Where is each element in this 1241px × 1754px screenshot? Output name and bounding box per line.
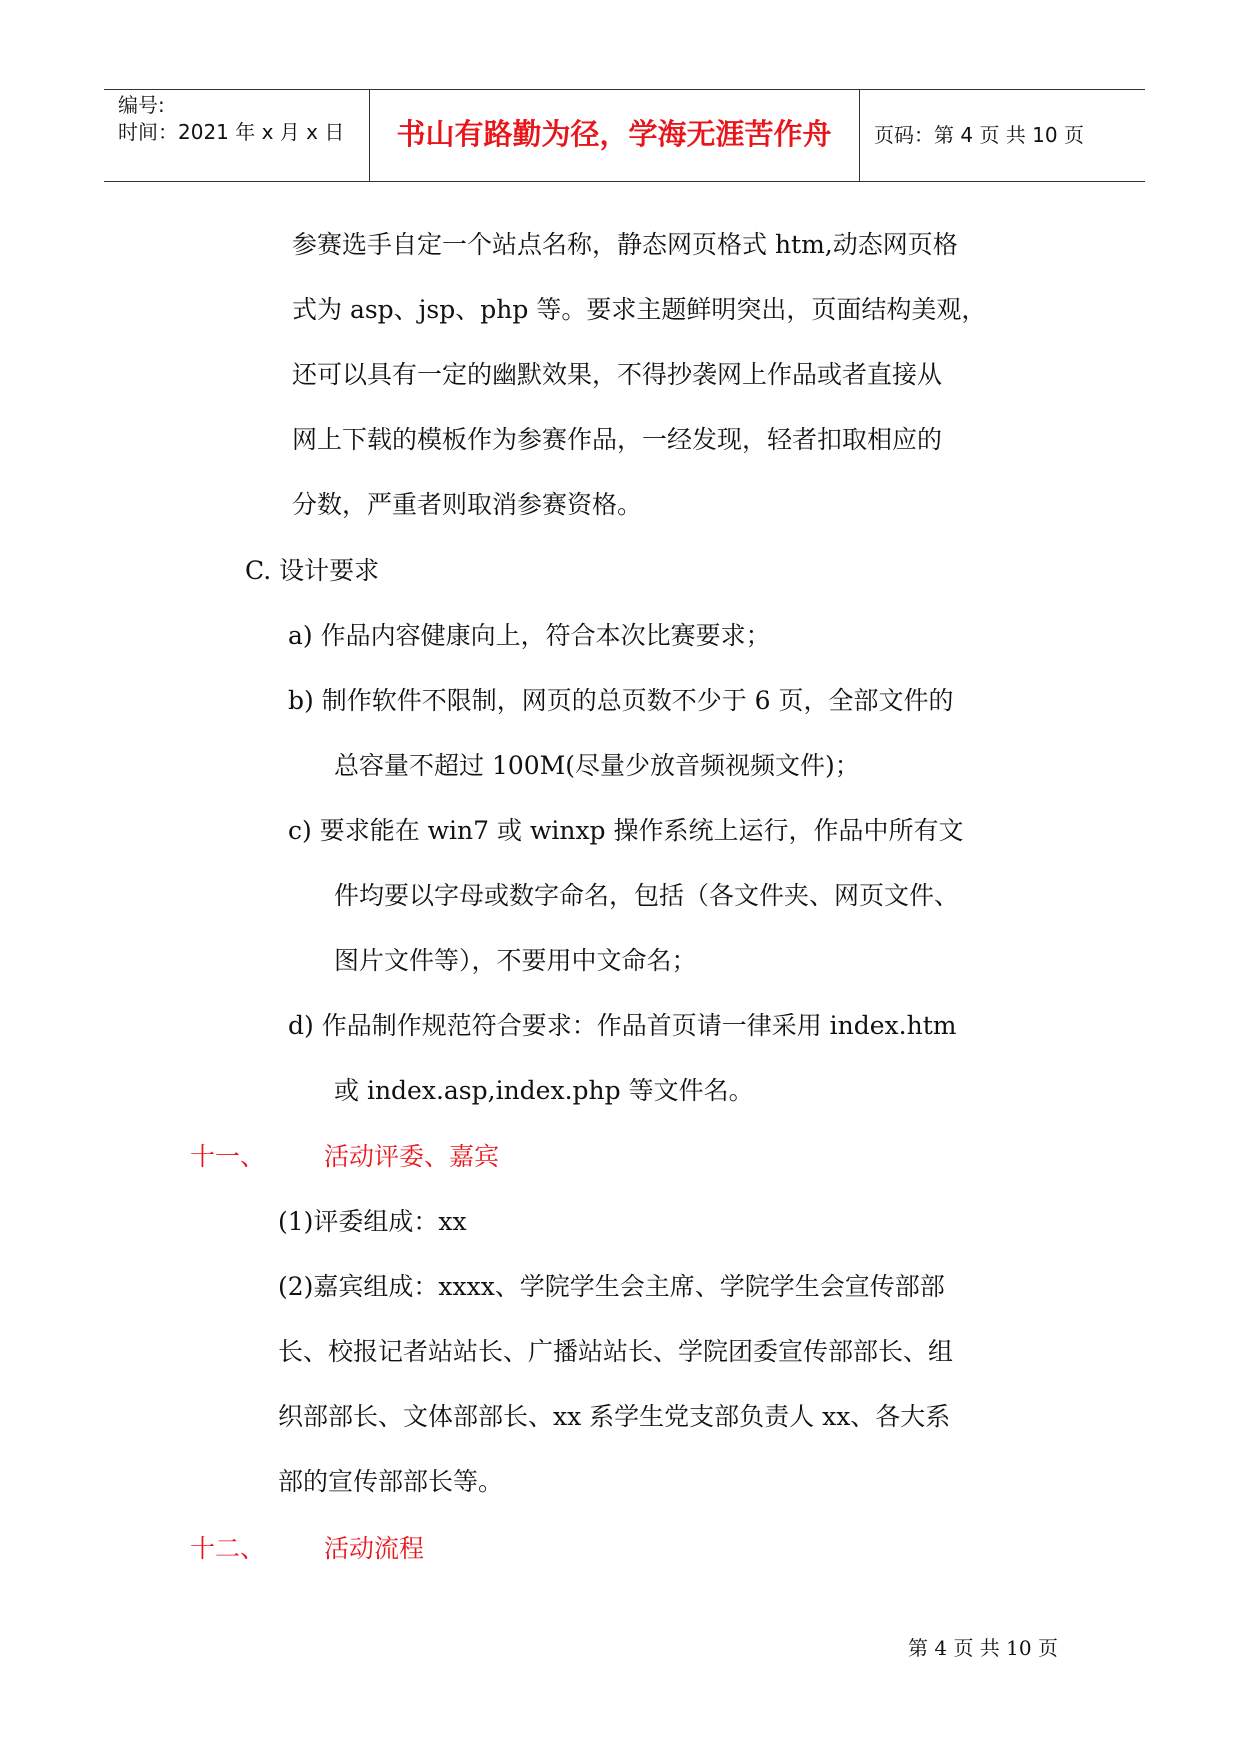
section-title: 活动流程 <box>324 1534 425 1563</box>
guests-line: 长、校报记者站站长、广播站站长、学院团委宣传部部长、组 <box>278 1337 954 1366</box>
requirement-item: c) 要求能在 win7 或 winxp 操作系统上运行，作品中所有文 <box>288 816 964 845</box>
paragraph-line: 参赛选手自定一个站点名称，静态网页格式 htm,动态网页格 <box>292 230 958 259</box>
paragraph-line: 还可以具有一定的幽默效果，不得抄袭网上作品或者直接从 <box>292 360 943 389</box>
section-c-title: C. 设计要求 <box>245 556 380 585</box>
page-header <box>104 89 1145 182</box>
guests-line: 部的宣传部部长等。 <box>278 1467 504 1496</box>
requirement-item-continued: 总容量不超过 100M(尽量少放音频视频文件)； <box>334 751 860 780</box>
requirement-item-continued: 或 index.asp,index.php 等文件名。 <box>334 1076 754 1105</box>
serial-number-label: 编号: <box>118 93 165 117</box>
page-footer: 第 4 页 共 10 页 <box>908 1636 1058 1660</box>
header-motto: 书山有路勤为径，学海无涯苦作舟 <box>396 117 832 151</box>
requirement-item: d) 作品制作规范符合要求：作品首页请一律采用 index.htm <box>288 1011 957 1040</box>
requirement-item-continued: 件均要以字母或数字命名，包括（各文件夹、网页文件、 <box>334 881 960 910</box>
section-number: 十二、 <box>190 1534 266 1563</box>
paragraph-line: 式为 asp、jsp、php 等。要求主题鲜明突出，页面结构美观， <box>292 295 987 324</box>
section-title: 活动评委、嘉宾 <box>324 1142 500 1171</box>
paragraph-line: 分数，严重者则取消参赛资格。 <box>292 490 643 519</box>
judges-line: (1)评委组成：xx <box>278 1207 467 1236</box>
paragraph-line: 网上下载的模板作为参赛作品，一经发现，轻者扣取相应的 <box>292 425 943 454</box>
date-label: 时间：2021 年 x 月 x 日 <box>118 120 345 144</box>
requirement-item: a) 作品内容健康向上，符合本次比赛要求； <box>288 621 771 650</box>
requirement-item-continued: 图片文件等），不要用中文命名； <box>334 946 697 975</box>
header-page-info: 页码：第 4 页 共 10 页 <box>874 123 1084 147</box>
guests-line: (2)嘉宾组成：xxxx、学院学生会主席、学院学生会宣传部部 <box>278 1272 945 1301</box>
header-divider <box>859 90 860 181</box>
section-number: 十一、 <box>190 1142 266 1171</box>
guests-line: 织部部长、文体部部长、xx 系学生党支部负责人 xx、各大系 <box>278 1402 951 1431</box>
requirement-item: b) 制作软件不限制，网页的总页数不少于 6 页，全部文件的 <box>288 686 954 715</box>
